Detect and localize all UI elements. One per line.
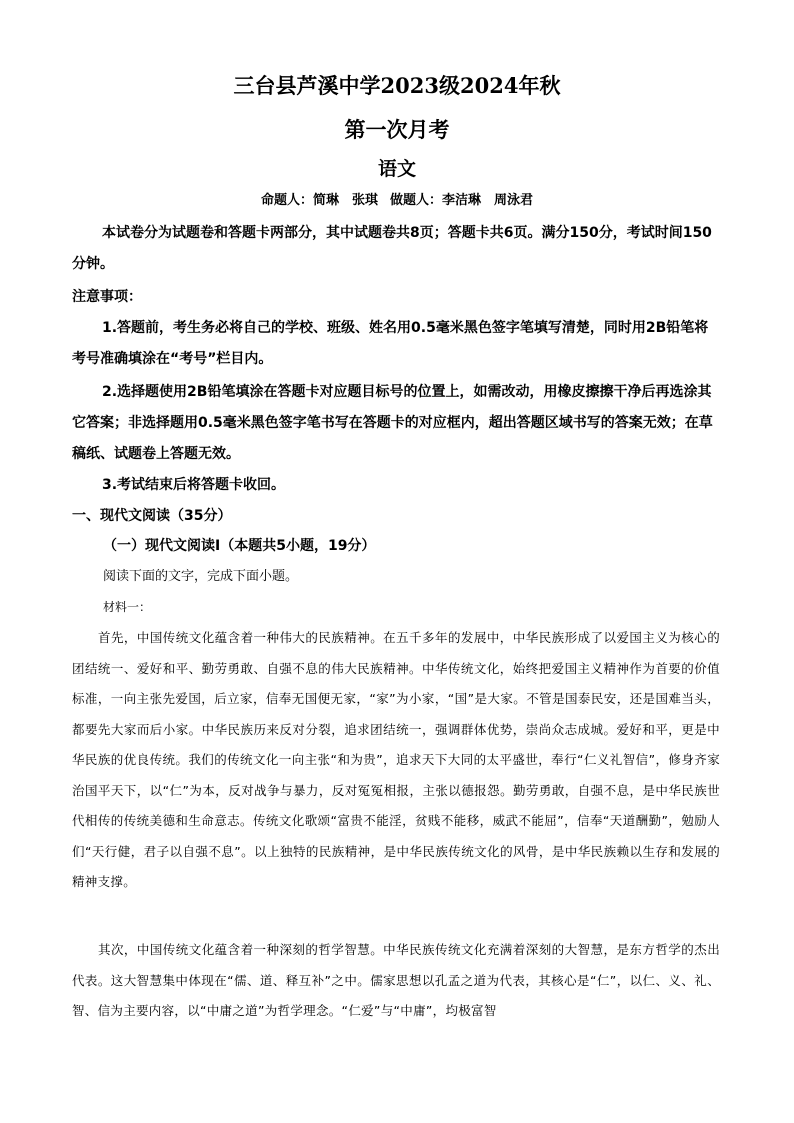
exam-authors xyxy=(0,189,794,208)
solvers-line: 做题人：李洁琳 周泳君 xyxy=(390,193,534,208)
note-item: 2.选择题使用2B铅笔填涂在答题卡对应题目标号的位置上，如需改动，用橡皮擦擦干净后再选涂其它答案；非选择题用0.5毫米黑色签字笔书写在答题卡的对应框内，超出答题区域书写的答案无效；在草稿纸、试题卷上答题无效。 xyxy=(72,384,713,462)
exam-title-test: 第一次月考 xyxy=(344,117,450,142)
exam-title-school: 三台县芦溪中学2023级2024年秋 xyxy=(233,73,561,98)
material-label: 材料一： xyxy=(103,600,152,614)
exam-intro: 本试卷分为试题卷和答题卡两部分，其中试题卷共8页；答题卡共6页。满分150分，考试时间150分钟。 xyxy=(72,225,712,272)
reading-instruction: 阅读下面的文字，完成下面小题。 xyxy=(103,569,299,584)
exam-subject: 语文 xyxy=(377,158,416,180)
note-item: 3.考试结束后将答题卡收回。 xyxy=(102,477,286,493)
notes-heading: 注意事项： xyxy=(72,289,142,305)
section-heading: 一、现代文阅读（35分） xyxy=(72,508,232,524)
material-paragraph: 其次，中国传统文化蕴含着一种深刻的哲学智慧。中华民族传统文化充满着深刻的大智慧，是东方哲学的杰出代表。这大智慧集中体现在“儒、道、释互补”之中。儒家思想以孔孟之道为代表，其核心是“仁”，以仁、义、礼、智、信为主要内容，以“中庸之道”为哲学理念。“仁爱”与“中庸”，均极富智 xyxy=(72,942,720,1018)
material-paragraph: 首先，中国传统文化蕴含着一种伟大的民族精神。在五千多年的发展中，中华民族形成了以爱国主义为核心的团结统一、爱好和平、勤劳勇敢、自强不息的伟大民族精神。中华传统文化，始终把爱国主义精神作为首要的价值标准，一向主张先爱国，后立家，信奉无国便无家，“家”为小家，“国”是大家。不管是国泰民安，还是国难当头，都要先大家而后小家。中华民族历来反对分裂，追求团结统一，强调群体优势，崇尚众志成城。爱好和平，更是中华民族的优良传统。我们的传统文化一向主张“和为贵”，追求天下大同的太平盛世，奉行“仁义礼智信”，修身齐家治国平天下，以“仁”为本，反对战争与暴力，反对冤冤相报，主张以德报怨。勤劳勇敢，自强不息，是中华民族世代相传的传统美德和生命意志。传统文化歌颂“富贵不能淫，贫贱不能移，威武不能屈”，信奉“天道酬勤”，勉励人们“天行健，君子以自强不息”。以上独特的民族精神，是中华民族传统文化的风骨，是中华民族赖以生存和发展的精神支撑。 xyxy=(72,630,720,889)
setters-line: 命题人：简琳 张琪 xyxy=(260,193,378,208)
subsection-heading: （一）现代文阅读Ⅰ（本题共5小题，19分） xyxy=(103,538,376,554)
note-item: 1.答题前，考生务必将自己的学校、班级、姓名用0.5毫米黑色签字笔填写清楚，同时用2B铅笔将考号准确填涂在“考号”栏目内。 xyxy=(72,320,709,367)
